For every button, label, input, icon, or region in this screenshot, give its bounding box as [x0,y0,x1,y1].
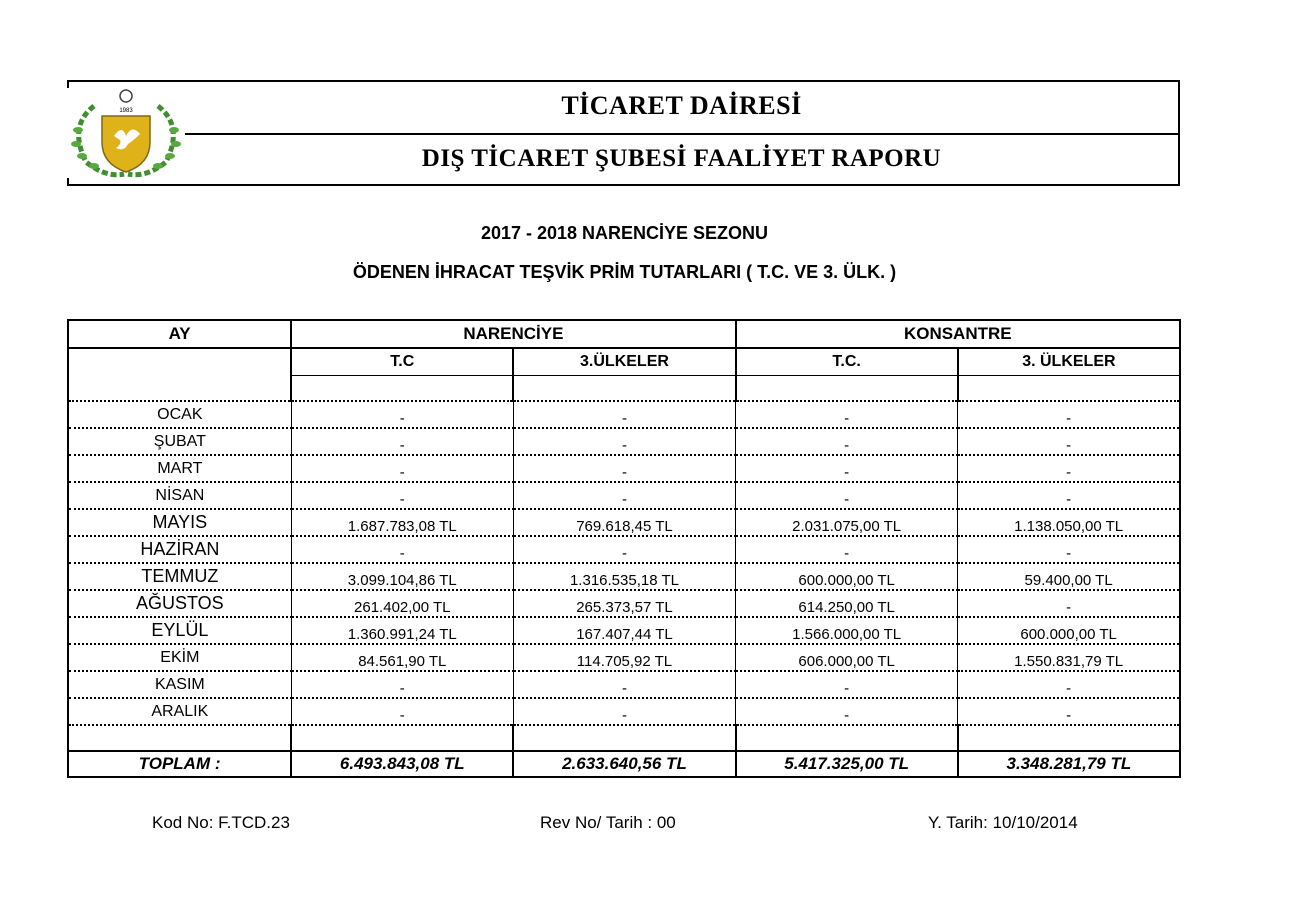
month-cell: EYLÜL [68,617,291,644]
month-cell: TEMMUZ [68,563,291,590]
amount-cell: - [958,698,1180,725]
amount-cell: - [736,401,958,428]
report-title: DIŞ TİCARET ŞUBESİ FAALİYET RAPORU [421,145,942,172]
amount-cell: - [513,698,735,725]
amount-cell: 1.138.050,00 TL [958,509,1180,536]
report-heading: ÖDENEN İHRACAT TEŞVİK PRİM TUTARLARI ( T.C. VE 3. ÜLK. ) [352,262,897,282]
amount-cell: - [513,482,735,509]
amount-cell: - [958,455,1180,482]
amount-cell: 614.250,00 TL [736,590,958,617]
subheader-narenciye-3ulke: 3.ÜLKELER [513,348,735,375]
subheader-narenciye-tc: T.C [291,348,513,375]
blank-cell [736,725,958,751]
total-konsantre-3ulke: 3.348.281,79 TL [958,751,1180,777]
total-narenciye-3ulke: 2.633.640,56 TL [513,751,735,777]
amount-cell: - [291,455,513,482]
blank-row [68,375,1180,401]
amount-cell: 265.373,57 TL [513,590,735,617]
blank-cell [513,375,735,401]
amount-cell: - [513,455,735,482]
amount-cell: - [736,482,958,509]
amount-cell: - [291,671,513,698]
amount-cell: 1.316.535,18 TL [513,563,735,590]
blank-cell [736,375,958,401]
amount-cell: - [736,698,958,725]
amount-cell: - [513,671,735,698]
month-cell: ARALIK [68,698,291,725]
month-cell: ŞUBAT [68,428,291,455]
amount-cell: - [291,428,513,455]
month-column-header: AY [68,320,291,348]
form-code: Kod No: F.TCD.23 [152,813,290,832]
table-row [68,563,1180,590]
premium-table [67,319,1181,778]
total-row [68,751,1180,777]
blank-cell [68,375,291,401]
table-row [68,401,1180,428]
amount-cell: - [513,536,735,563]
department-title: TİCARET DAİRESİ [561,91,802,120]
month-cell: MAYIS [68,509,291,536]
table-header-row [68,320,1180,348]
table-row [68,590,1180,617]
total-konsantre-tc: 5.417.325,00 TL [736,751,958,777]
header-divider [185,133,1178,135]
amount-cell: 769.618,45 TL [513,509,735,536]
blank-cell [958,375,1180,401]
month-cell: NİSAN [68,482,291,509]
amount-cell: - [513,401,735,428]
amount-cell: 114.705,92 TL [513,644,735,671]
issue-date: Y. Tarih: 10/10/2014 [928,813,1078,832]
table-row [68,671,1180,698]
subheader-konsantre-3ulke: 3. ÜLKELER [958,348,1180,375]
amount-cell: 2.031.075,00 TL [736,509,958,536]
blank-cell [291,375,513,401]
narenciye-group-header: NARENCİYE [291,320,735,348]
month-cell: EKİM [68,644,291,671]
konsantre-group-header: KONSANTRE [736,320,1180,348]
table-row [68,509,1180,536]
amount-cell: - [958,590,1180,617]
blank-cell [291,725,513,751]
amount-cell: - [958,428,1180,455]
amount-cell: - [736,536,958,563]
month-header-blank [68,348,291,375]
amount-cell: 606.000,00 TL [736,644,958,671]
amount-cell: 600.000,00 TL [736,563,958,590]
table-row [68,536,1180,563]
total-narenciye-tc: 6.493.843,08 TL [291,751,513,777]
amount-cell: 261.402,00 TL [291,590,513,617]
month-cell: OCAK [68,401,291,428]
table-row [68,617,1180,644]
amount-cell: - [291,698,513,725]
table-row [68,482,1180,509]
total-label: TOPLAM : [68,751,291,777]
amount-cell: 59.400,00 TL [958,563,1180,590]
blank-cell [68,725,291,751]
coat-of-arms-logo [64,84,188,180]
table-row [68,428,1180,455]
table-subheader-row [68,348,1180,375]
season-title: 2017 - 2018 NARENCİYE SEZONU [480,223,769,243]
amount-cell: - [291,536,513,563]
blank-cell [513,725,735,751]
table-row [68,644,1180,671]
amount-cell: - [513,428,735,455]
month-cell: KASIM [68,671,291,698]
amount-cell: 600.000,00 TL [958,617,1180,644]
amount-cell: - [736,455,958,482]
amount-cell: 1.566.000,00 TL [736,617,958,644]
month-cell: HAZİRAN [68,536,291,563]
subheader-konsantre-tc: T.C. [736,348,958,375]
amount-cell: - [736,428,958,455]
amount-cell: 1.687.783,08 TL [291,509,513,536]
amount-cell: - [736,671,958,698]
table-row [68,455,1180,482]
amount-cell: - [958,401,1180,428]
month-cell: MART [68,455,291,482]
amount-cell: 3.099.104,86 TL [291,563,513,590]
spacer-row [68,725,1180,751]
amount-cell: 1.550.831,79 TL [958,644,1180,671]
amount-cell: 167.407,44 TL [513,617,735,644]
table-row [68,698,1180,725]
revision-info: Rev No/ Tarih : 00 [540,813,676,832]
blank-cell [958,725,1180,751]
amount-cell: - [958,536,1180,563]
amount-cell: 84.561,90 TL [291,644,513,671]
logo-year: 1983 [119,108,133,114]
amount-cell: - [291,401,513,428]
report-header [67,80,1180,186]
amount-cell: - [958,671,1180,698]
amount-cell: - [291,482,513,509]
amount-cell: 1.360.991,24 TL [291,617,513,644]
month-cell: AĞUSTOS [68,590,291,617]
amount-cell: - [958,482,1180,509]
